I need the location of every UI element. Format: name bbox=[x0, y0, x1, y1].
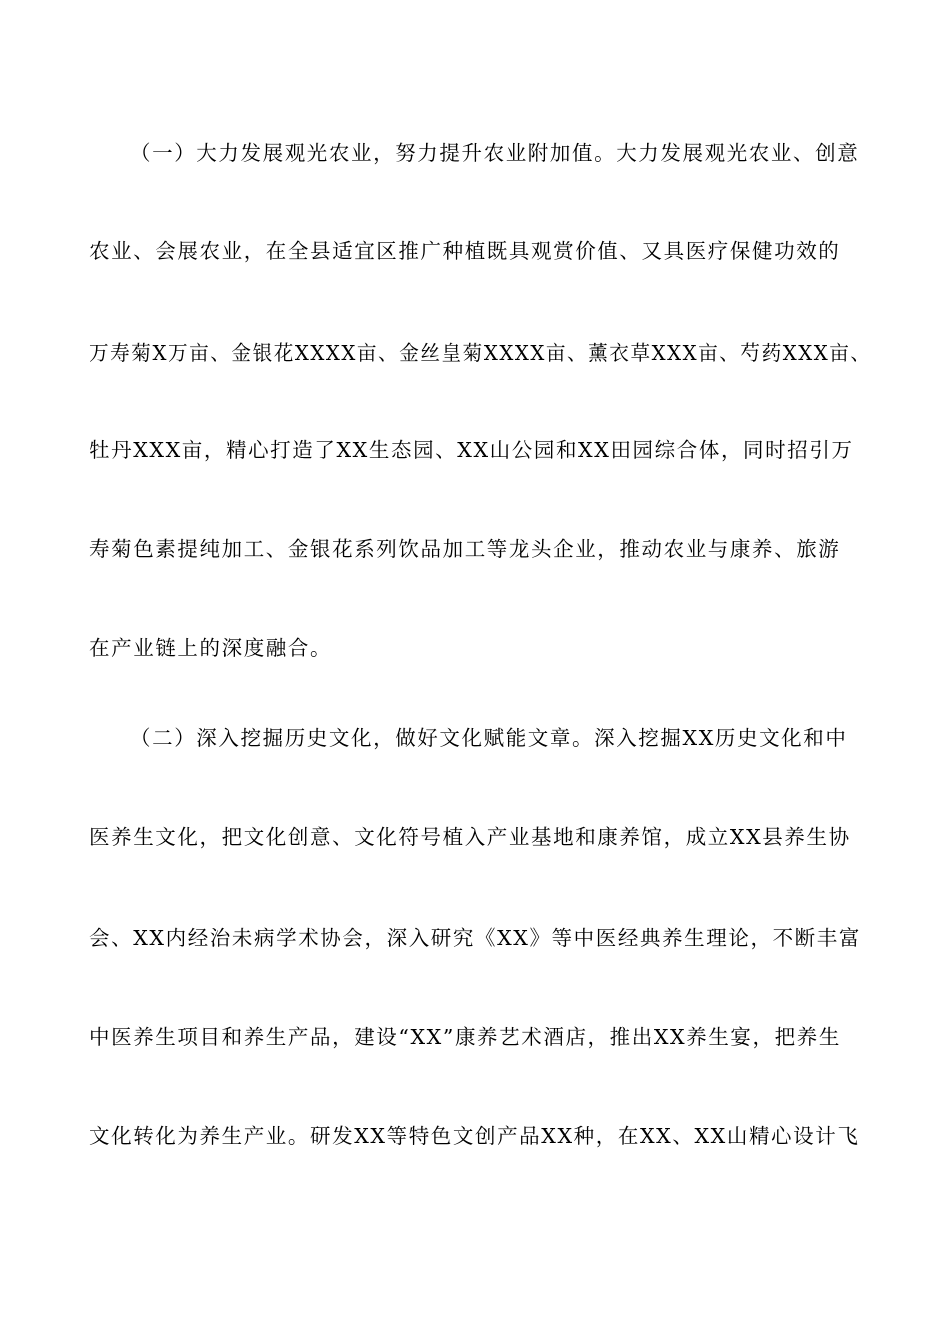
paragraph-2-line-5: 文化转化为养生产业。研发XX等特色文创产品XX种，在XX、XX山精心设计飞 bbox=[89, 1124, 860, 1148]
paragraph-1-line-1: （一）大力发展观光农业，努力提升农业附加值。大力发展观光农业、创意 bbox=[130, 141, 860, 165]
paragraph-2-line-3: 会、XX内经治未病学术协会，深入研究《XX》等中医经典养生理论，不断丰富 bbox=[89, 926, 861, 950]
paragraph-1-line-5: 寿菊色素提纯加工、金银花系列饮品加工等龙头企业，推动农业与康养、旅游 bbox=[89, 537, 841, 561]
paragraph-1-line-4: 牡丹XXX亩，精心打造了XX生态园、XX山公园和XX田园综合体，同时招引万 bbox=[89, 438, 854, 462]
paragraph-2-line-1: （二）深入挖掘历史文化，做好文化赋能文章。深入挖掘XX历史文化和中 bbox=[130, 726, 848, 750]
paragraph-2-line-4: 中医养生项目和养生产品，建设“XX”康养艺术酒店，推出XX养生宴，把养生 bbox=[89, 1025, 841, 1049]
paragraph-1-line-3: 万寿菊X万亩、金银花XXXX亩、金丝皇菊XXXX亩、薰衣草XXX亩、芍药XXX亩、 bbox=[89, 341, 872, 365]
paragraph-2-line-2: 医养生文化，把文化创意、文化符号植入产业基地和康养馆，成立XX县养生协 bbox=[89, 825, 851, 849]
paragraph-1-line-2: 农业、会展农业，在全县适宜区推广种植既具观赏价值、又具医疗保健功效的 bbox=[89, 239, 841, 263]
paragraph-1-line-6: 在产业链上的深度融合。 bbox=[89, 636, 333, 660]
